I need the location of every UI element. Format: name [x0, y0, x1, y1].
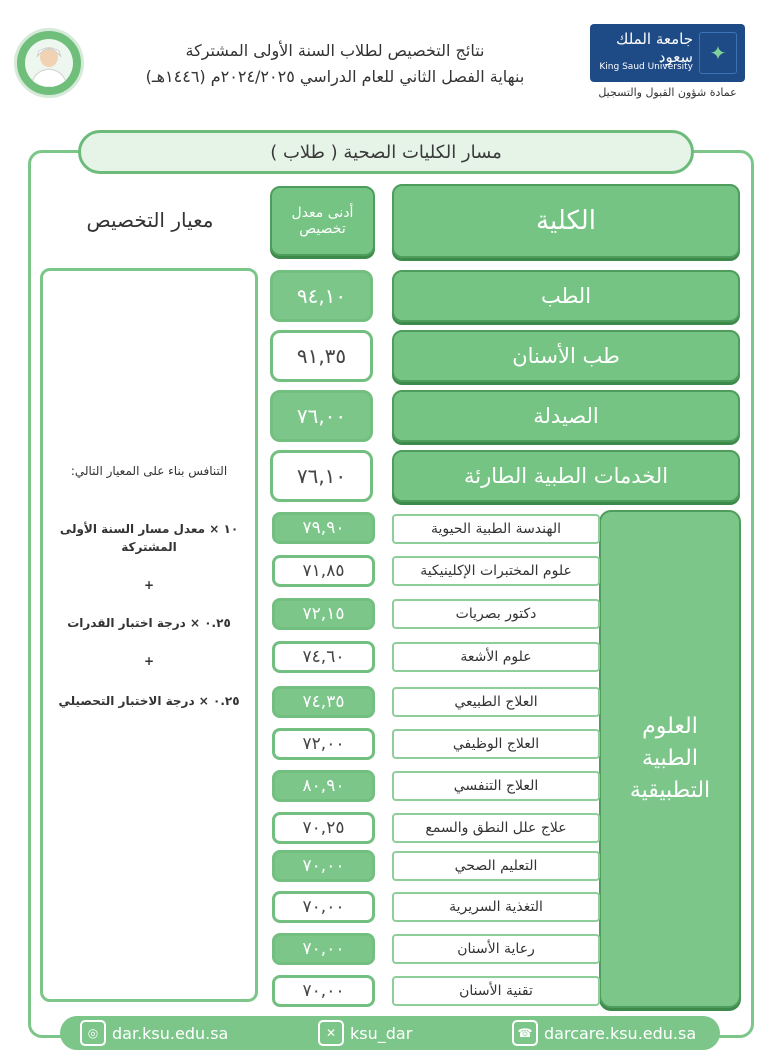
min-rate-column-header: أدنى معدل تخصيص: [270, 186, 375, 256]
criterion-item-3: ٠.٢٥ × درجة الاختبار التحصيلي: [58, 694, 240, 708]
criterion-intro: التنافس بناء على المعيار التالي:: [70, 464, 228, 478]
criterion-column-header: معيار التخصيص: [86, 208, 214, 232]
program-row: العلاج الطبيعي: [392, 687, 600, 717]
program-row: رعاية الأسنان: [392, 934, 600, 964]
min-rate-dentistry: ٩١,٣٥: [270, 330, 373, 382]
college-row-medicine: الطب: [392, 270, 740, 322]
x-logo-icon: ✕: [318, 1020, 344, 1046]
college-row-dentistry: طب الأسنان: [392, 330, 740, 382]
avatar: [14, 28, 84, 98]
program-min-rate: ٧١,٨٥: [272, 555, 375, 587]
program-min-rate: ٧٤,٦٠: [272, 641, 375, 673]
program-row: علوم المختبرات الإكلينيكية: [392, 556, 600, 586]
deanship-name: عمادة شؤون القبول والتسجيل: [598, 86, 737, 99]
criterion-box: [40, 268, 258, 1002]
applied-medical-sciences-block: [599, 510, 741, 1008]
min-rate-medicine: ٩٤,١٠: [270, 270, 373, 322]
program-min-rate: ٧٩,٩٠: [272, 512, 375, 544]
program-row: التغذية السريرية: [392, 892, 600, 922]
logo-english-text: King Saud University: [599, 62, 693, 72]
program-row: علوم الأشعة: [392, 642, 600, 672]
min-rate-pharmacy: ٧٦,٠٠: [270, 390, 373, 442]
palm-emblem-icon: ✦: [699, 32, 737, 74]
program-min-rate: ٨٠,٩٠: [272, 770, 375, 802]
program-min-rate: ٧٤,٣٥: [272, 686, 375, 718]
criterion-plus: +: [143, 578, 155, 592]
footer-care-text: darcare.ksu.edu.sa: [544, 1023, 697, 1043]
college-column-header: الكلية: [392, 184, 740, 258]
criterion-item-1: ١٠ × معدل مسار السنة الأولى المشتركة: [59, 522, 239, 554]
title-line-2: بنهاية الفصل الثاني للعام الدراسي ٢٠٢٤/٢٠٢٥م (١٤٤٦هـ): [145, 67, 525, 86]
program-min-rate: ٧٠,٢٥: [272, 812, 375, 844]
applied-medical-sciences-label: العلوم الطبية التطبيقية: [629, 714, 711, 803]
footer-bar: [60, 1016, 720, 1050]
page-title: [100, 38, 570, 90]
footer-x[interactable]: [318, 1016, 412, 1050]
support-icon: ☎: [512, 1020, 538, 1046]
college-row-emergency-services: الخدمات الطبية الطارئة: [392, 450, 740, 502]
program-row: العلاج التنفسي: [392, 771, 600, 801]
title-line-1: نتائج التخصيص لطلاب السنة الأولى المشتركة: [185, 41, 485, 60]
criterion-plus: +: [143, 654, 155, 668]
university-logo: [590, 24, 745, 82]
program-min-rate: ٧٢,١٥: [272, 598, 375, 630]
program-min-rate: ٧٠,٠٠: [272, 891, 375, 923]
program-min-rate: ٧٢,٠٠: [272, 728, 375, 760]
footer-website[interactable]: [80, 1016, 228, 1050]
footer-care[interactable]: [512, 1016, 696, 1050]
college-row-pharmacy: الصيدلة: [392, 390, 740, 442]
program-min-rate: ٧٠,٠٠: [272, 975, 375, 1007]
globe-icon: ◎: [80, 1020, 106, 1046]
criterion-item-2: ٠.٢٥ × درجة اختبار القدرات: [67, 616, 231, 630]
program-row: العلاج الوظيفي: [392, 729, 600, 759]
program-row: التعليم الصحي: [392, 851, 600, 881]
program-row: علاج علل النطق والسمع: [392, 813, 600, 843]
min-rate-emergency-services: ٧٦,١٠: [270, 450, 373, 502]
footer-website-text: dar.ksu.edu.sa: [112, 1023, 229, 1043]
track-banner: مسار الكليات الصحية ( طلاب ): [78, 130, 694, 174]
person-icon: [25, 39, 73, 87]
program-row: دكتور بصريات: [392, 599, 600, 629]
program-row: الهندسة الطبية الحيوية: [392, 514, 600, 544]
footer-x-text: ksu_dar: [350, 1023, 413, 1043]
program-min-rate: ٧٠,٠٠: [272, 933, 375, 965]
logo-arabic-text: جامعة الملك سعود: [616, 30, 693, 66]
program-min-rate: ٧٠,٠٠: [272, 850, 375, 882]
program-row: تقنية الأسنان: [392, 976, 600, 1006]
